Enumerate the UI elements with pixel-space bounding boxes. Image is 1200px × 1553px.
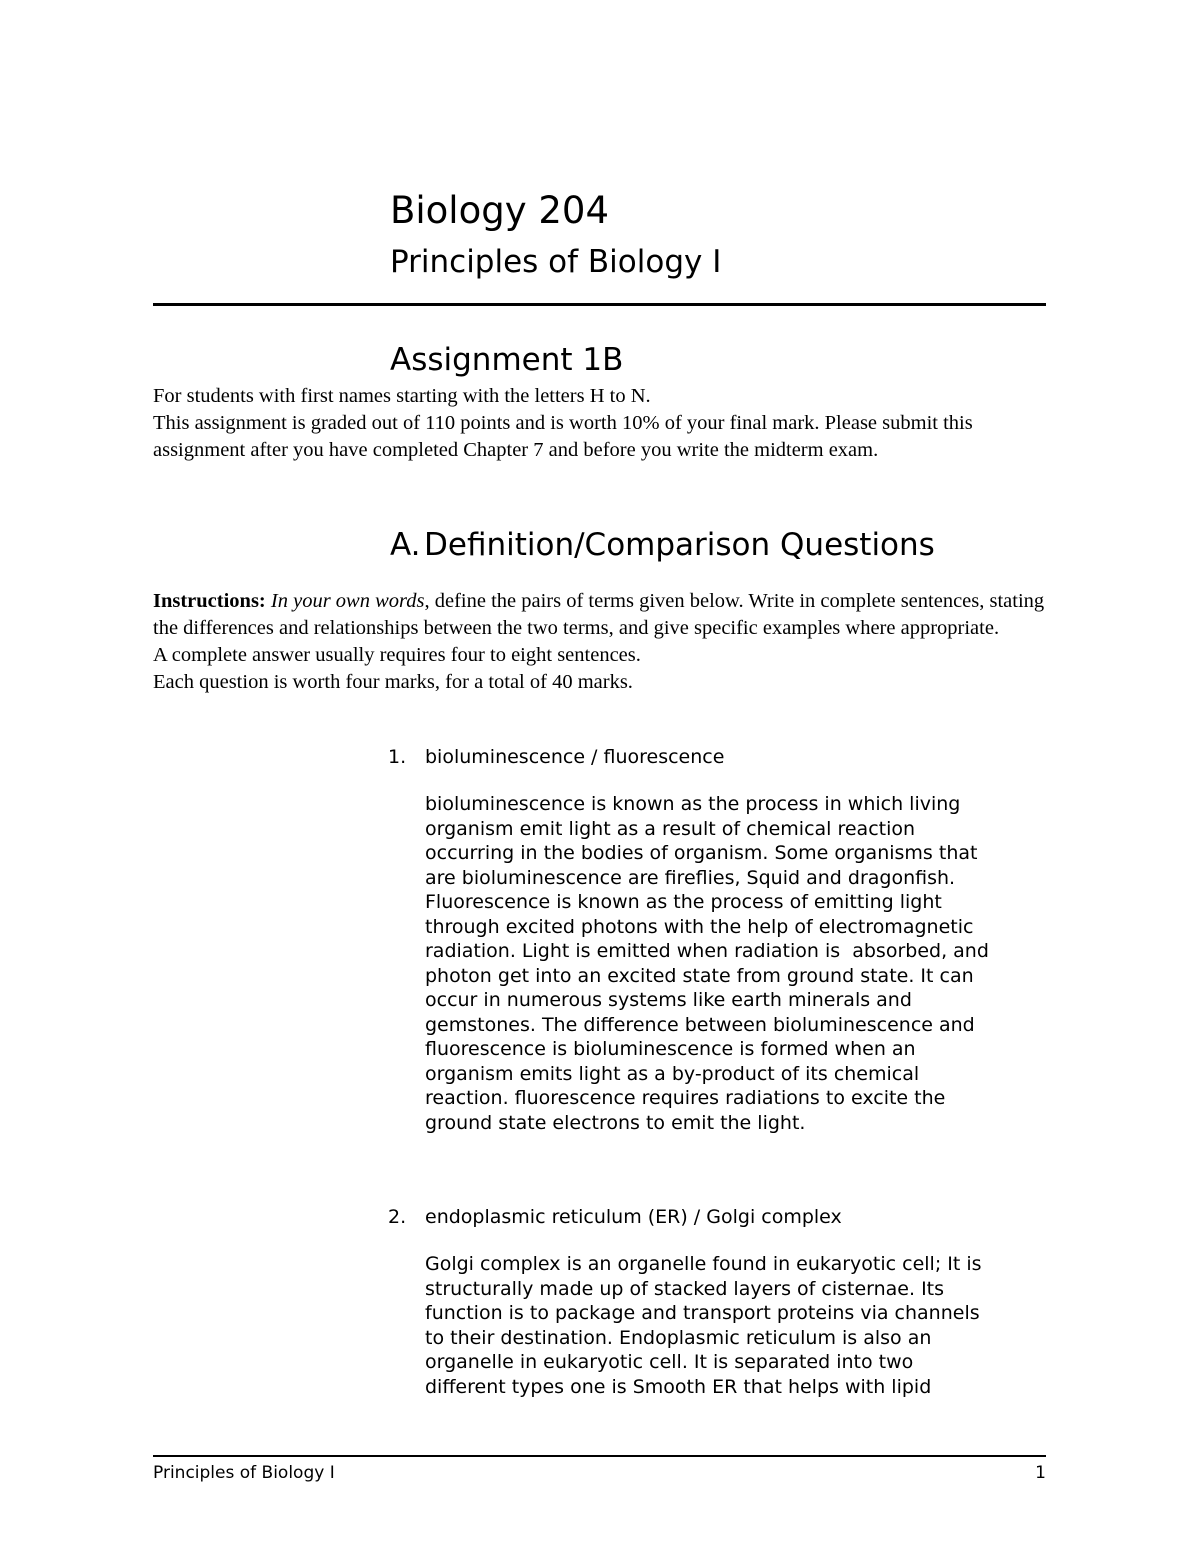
question-1-answer: bioluminescence is known as the process in which living organism emit light as a result of chemical reaction occurring in the bodies of organism. Some organisms that are bioluminescence are fireflies, Squid and dragonfish. Fluorescence is known as the process of emitting light through excited photons with the help of electromagnetic radiation. Light is emitted when radiation is absorbed, and photon get into an excited state from ground state. It can occur in numerous systems like earth minerals and gemstones. The difference between bioluminescence and fluorescence is bioluminescence is formed when an organism emits light as a by-product of its chemical reaction. fluorescence requires radiations to excite the ground state electrons to emit the light. <box>425 793 989 1134</box>
question-2-answer: Golgi complex is an organelle found in eukaryotic cell; It is structurally made up of stacked layers of cisternae. Its function is to package and transport proteins via channels to their destination. Endoplasmic reticulum is also an organelle in eukaryotic cell. It is separated into two different types one is Smooth ER that helps with lipid <box>425 1253 982 1398</box>
question-2-terms: endoplasmic reticulum (ER) / Golgi complex <box>425 1206 842 1228</box>
page-number: 1 <box>1035 1463 1046 1483</box>
footer-divider <box>153 1455 1046 1457</box>
assignment-title: Assignment 1B <box>390 342 624 378</box>
question-2-number: 2. <box>388 1206 407 1228</box>
instructions-label: Instructions: <box>153 590 266 612</box>
section-a-heading <box>390 523 935 567</box>
footer-course-name: Principles of Biology I <box>153 1463 335 1483</box>
instructions-emphasis: In your own words <box>270 590 425 612</box>
course-title: Biology 204 <box>390 189 609 232</box>
section-a-number: A. <box>390 527 421 563</box>
instructions-paragraph <box>153 588 1048 642</box>
intro-line-2: This assignment is graded out of 110 points and is worth 10% of your final mark. Please submit this assignment after you have completed Chapter 7 and before you write the midterm exam. <box>153 412 973 461</box>
question-1-number: 1. <box>388 746 407 768</box>
course-subtitle: Principles of Biology I <box>390 244 722 280</box>
assignment-intro <box>153 383 1048 464</box>
intro-line-1: For students with first names starting with the letters H to N. <box>153 385 651 407</box>
instructions-text: , define the pairs of terms given below. Write in complete sentences, stating the differences and relationships between the two terms, and give specific examples where appropriate. <box>153 590 1045 639</box>
instructions-block <box>153 588 1048 696</box>
instructions-note-2: Each question is worth four marks, for a total of 40 marks. <box>153 671 633 693</box>
question-1-terms: bioluminescence / fluorescence <box>425 746 725 768</box>
header-divider <box>153 303 1046 306</box>
section-a-title: Definition/Comparison Questions <box>424 527 935 563</box>
instructions-note-1: A complete answer usually requires four to eight sentences. <box>153 644 641 666</box>
